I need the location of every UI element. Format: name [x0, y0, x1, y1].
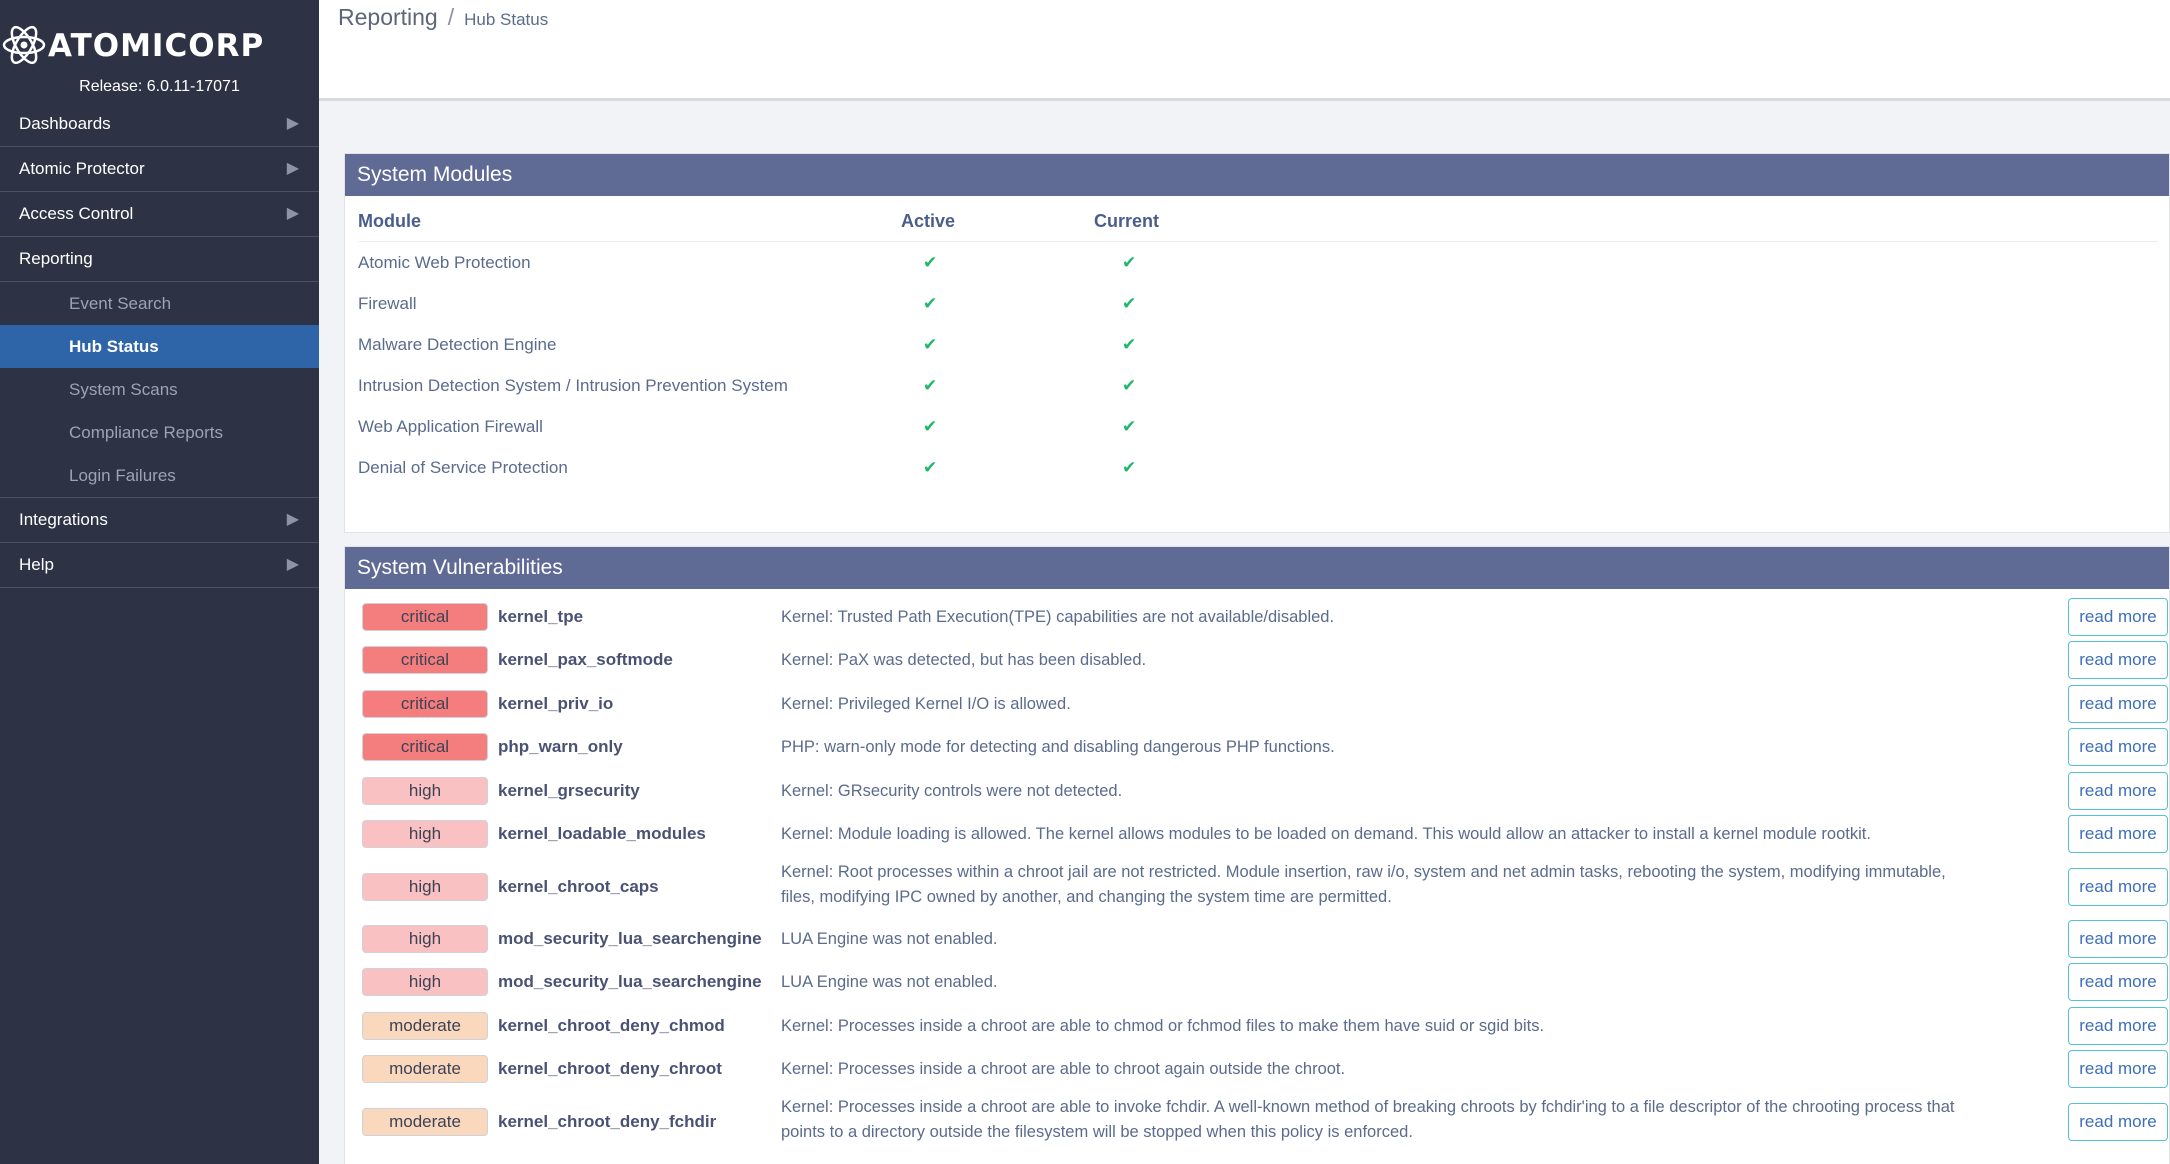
table-row: [362, 961, 2157, 1005]
nav-dashboards[interactable]: [0, 102, 319, 147]
column-module: Module: [358, 211, 421, 231]
vulnerability-name: kernel_chroot_deny_fchdir: [498, 1111, 717, 1131]
panel-title: System Modules: [345, 154, 2169, 196]
table-row: [362, 1091, 2157, 1152]
module-name: Denial of Service Protection: [358, 458, 568, 477]
active-check-icon: ✔: [923, 376, 938, 395]
active-check-icon: ✔: [923, 253, 938, 272]
modules-rows: [358, 242, 2158, 488]
vulnerability-name: kernel_chroot_caps: [498, 876, 659, 896]
vulnerability-description: Kernel: PaX was detected, but has been disabled.: [781, 651, 1147, 670]
nav-label: Reporting: [19, 249, 93, 268]
read-more-button[interactable]: read more: [2068, 598, 2168, 636]
vulnerability-description: Kernel: GRsecurity controls were not detected.: [781, 781, 1123, 800]
read-more-button[interactable]: read more: [2068, 772, 2168, 810]
panel-title: System Vulnerabilities: [345, 547, 2169, 589]
severity-badge: high: [362, 777, 488, 805]
vulnerability-name: kernel_grsecurity: [498, 780, 640, 800]
system-modules-panel: [344, 153, 2170, 533]
current-check-icon: ✔: [1122, 335, 1137, 354]
vulnerability-name: kernel_priv_io: [498, 693, 614, 713]
vulnerability-name: kernel_loadable_modules: [498, 824, 706, 844]
read-more-button[interactable]: read more: [2068, 963, 2168, 1001]
brand-name: ATOMICORP: [48, 28, 265, 64]
severity-badge: moderate: [362, 1012, 488, 1040]
current-check-icon: ✔: [1122, 376, 1137, 395]
nav-label: Access Control: [19, 204, 134, 223]
breadcrumb-reporting[interactable]: Reporting: [338, 4, 438, 30]
vulnerability-name: kernel_chroot_deny_chroot: [498, 1059, 722, 1079]
active-check-icon: ✔: [923, 294, 938, 313]
system-vulnerabilities-panel: [344, 546, 2170, 1164]
read-more-button[interactable]: read more: [2068, 920, 2168, 958]
severity-badge: high: [362, 873, 488, 901]
severity-badge: critical: [362, 690, 488, 718]
nav-label: Help: [19, 555, 54, 574]
nav-compliance-reports[interactable]: Compliance Reports: [69, 423, 224, 442]
vulnerability-description: LUA Engine was not enabled.: [781, 929, 998, 948]
nav-integrations[interactable]: [0, 498, 319, 543]
breadcrumb-separator: /: [447, 4, 455, 30]
read-more-button[interactable]: read more: [2068, 1007, 2168, 1045]
active-check-icon: ✔: [923, 335, 938, 354]
column-active: Active: [901, 211, 956, 231]
table-row: [362, 1048, 2157, 1092]
current-check-icon: ✔: [1122, 294, 1137, 313]
read-more-button[interactable]: read more: [2068, 1050, 2168, 1088]
reporting-submenu: [0, 282, 319, 498]
vulnerability-name: mod_security_lua_searchengine: [498, 972, 762, 992]
column-current: Current: [1094, 211, 1160, 231]
vulnerability-description: Kernel: Processes inside a chroot are able to chroot again outside the chroot.: [781, 1060, 1346, 1079]
read-more-button[interactable]: read more: [2068, 685, 2168, 723]
vulnerability-description: Kernel: Processes inside a chroot are able to chmod or fchmod files to make them have suid or sgid bits.: [781, 1016, 1545, 1035]
nav-system-scans[interactable]: System Scans: [69, 380, 178, 399]
chevron-right-icon: ▶: [286, 115, 299, 132]
read-more-button[interactable]: read more: [2068, 868, 2168, 906]
brand-logo[interactable]: [0, 14, 319, 78]
severity-badge: critical: [362, 733, 488, 761]
severity-badge: high: [362, 820, 488, 848]
vulnerability-description: Kernel: Trusted Path Execution(TPE) capabilities are not available/disabled.: [781, 607, 1335, 626]
nav-access-control[interactable]: [0, 192, 319, 237]
severity-badge: high: [362, 968, 488, 996]
vulnerability-name: kernel_chroot_deny_chmod: [498, 1015, 725, 1035]
table-row: [362, 595, 2157, 639]
active-check-icon: ✔: [923, 417, 938, 436]
vulnerability-name: php_warn_only: [498, 737, 623, 757]
nav-login-failures[interactable]: Login Failures: [69, 466, 176, 485]
atom-icon: [2, 20, 46, 70]
chevron-right-icon: ▶: [286, 160, 299, 177]
vulnerability-description: Kernel: Privileged Kernel I/O is allowed.: [781, 694, 1071, 713]
release-version: Release: 6.0.11-17071: [79, 78, 240, 95]
module-name: Atomic Web Protection: [358, 253, 531, 272]
table-row: [362, 813, 2157, 857]
modules-table: [358, 196, 2158, 488]
vulnerability-description: Kernel: Processes inside a chroot are able to invoke fchdir. A well-known method of breaking chroots by fchdir'ing to a file descriptor of the chrooting process that points to a directory outside the filesystem will be stopped when this policy is enforced.: [781, 1098, 1955, 1141]
read-more-button[interactable]: read more: [2068, 641, 2168, 679]
read-more-button[interactable]: read more: [2068, 815, 2168, 853]
severity-badge: high: [362, 925, 488, 953]
vulnerability-name: kernel_pax_softmode: [498, 650, 673, 670]
module-name: Web Application Firewall: [358, 417, 543, 436]
nav-atomic-protector[interactable]: [0, 147, 319, 192]
module-name: Firewall: [358, 294, 417, 313]
chevron-right-icon: ▶: [286, 556, 299, 573]
breadcrumb: [338, 4, 548, 31]
table-row: [358, 242, 2158, 283]
nav-hub-status[interactable]: Hub Status: [0, 325, 319, 368]
table-row: [358, 365, 2158, 406]
nav-label: Integrations: [19, 510, 108, 529]
current-check-icon: ✔: [1122, 253, 1137, 272]
breadcrumb-current: Hub Status: [464, 10, 549, 29]
nav-label: Dashboards: [19, 114, 111, 133]
table-row: [362, 639, 2157, 683]
chevron-right-icon: ▶: [286, 511, 299, 528]
nav-event-search[interactable]: Event Search: [69, 294, 172, 313]
severity-badge: critical: [362, 646, 488, 674]
main-nav: [0, 102, 319, 588]
page-header: [319, 0, 2170, 101]
read-more-button[interactable]: read more: [2068, 728, 2168, 766]
current-check-icon: ✔: [1122, 458, 1137, 477]
module-name: Malware Detection Engine: [358, 335, 557, 354]
severity-badge: moderate: [362, 1055, 488, 1083]
vulnerability-name: mod_security_lua_searchengine: [498, 928, 762, 948]
table-row: [358, 283, 2158, 324]
active-check-icon: ✔: [923, 458, 938, 477]
severity-badge: moderate: [362, 1108, 488, 1136]
nav-label: Atomic Protector: [19, 159, 145, 178]
table-row: [362, 1004, 2157, 1048]
table-header: [358, 196, 2158, 242]
vulnerability-description: PHP: warn-only mode for detecting and disabling dangerous PHP functions.: [781, 738, 1335, 757]
table-row: [362, 856, 2157, 917]
table-row: [362, 917, 2157, 961]
current-check-icon: ✔: [1122, 417, 1137, 436]
nav-help[interactable]: [0, 543, 319, 588]
severity-badge: critical: [362, 603, 488, 631]
module-name: Intrusion Detection System / Intrusion Prevention System: [358, 376, 788, 395]
vulnerability-name: kernel_tpe: [498, 606, 584, 626]
table-row: [358, 324, 2158, 365]
vulnerability-description: LUA Engine was not enabled.: [781, 973, 998, 992]
table-row: [358, 447, 2158, 488]
sidebar: [0, 0, 319, 1164]
table-row: [362, 769, 2157, 813]
nav-reporting[interactable]: [0, 237, 319, 282]
read-more-button[interactable]: read more: [2068, 1103, 2168, 1141]
vulnerability-description: Kernel: Module loading is allowed. The kernel allows modules to be loaded on demand. This would allow an attacker to install a kernel module rootkit.: [781, 825, 1871, 844]
vulnerabilities-list: [362, 595, 2157, 1152]
vulnerability-description: Kernel: Root processes within a chroot jail are not restricted. Module insertion, raw i/o, system and net admin tasks, rebooting the system, modifying immutable, files, modifying IPC owned by another, and changing the system time are permitted.: [781, 863, 1946, 906]
table-row: [362, 726, 2157, 770]
table-row: [362, 682, 2157, 726]
table-row: [358, 406, 2158, 447]
chevron-right-icon: ▶: [286, 205, 299, 222]
